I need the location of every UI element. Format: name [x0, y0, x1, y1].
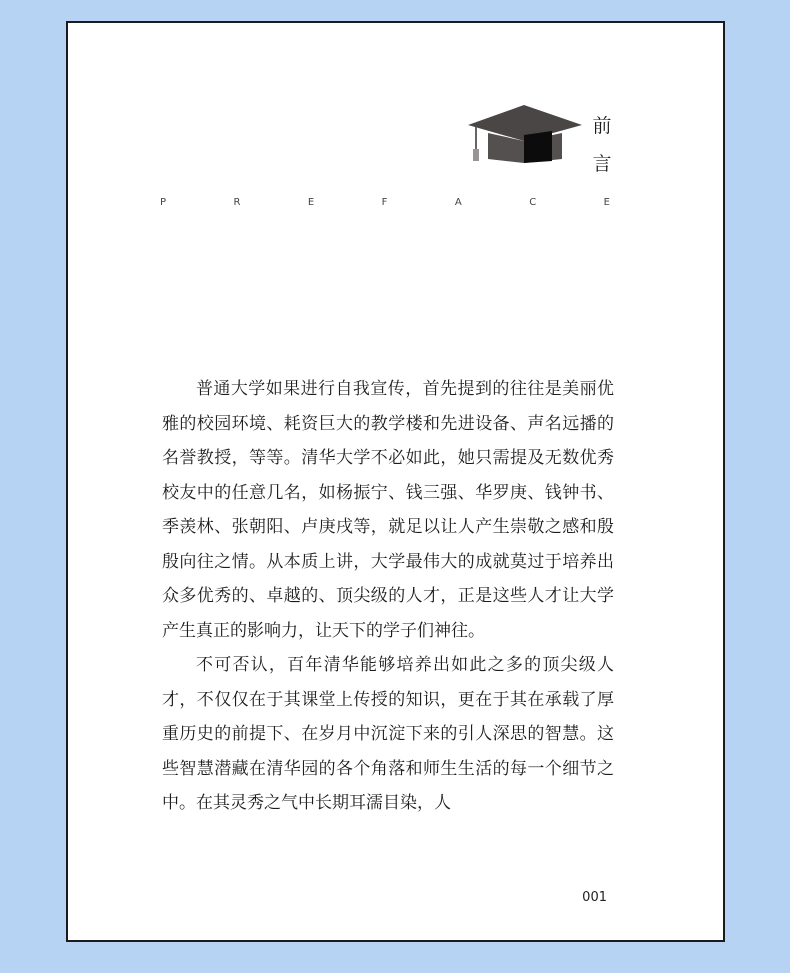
subtitle-letter: E	[307, 197, 315, 208]
subtitle-letter: A	[454, 197, 462, 208]
subtitle-letter: P	[160, 197, 167, 208]
subtitle-letter: E	[603, 197, 610, 208]
body-text	[162, 372, 614, 821]
subtitle-letter: F	[381, 197, 388, 208]
heading-char-1: 前	[592, 115, 612, 137]
preface-heading	[590, 107, 614, 183]
paragraph: 不可否认，百年清华能够培养出如此之多的顶尖级人才，不仅仅在于其课堂上传授的知识，更在于其在承载了厚重历史的前提下、在岁月中沉淀下来的引人深思的智慧。这些智慧潜藏在清华园的各个角落和师生生活的每一个细节之中。在其灵秀之气中长期耳濡目染，人	[162, 655, 614, 813]
paragraph: 普通大学如果进行自我宣传，首先提到的往往是美丽优雅的校园环境、耗资巨大的教学楼和先进设备、声名远播的名誉教授，等等。清华大学不必如此，她只需提及无数优秀校友中的任意几名，如杨振宁、钱三强、华罗庚、钱钟书、季羡林、张朝阳、卢庚戌等，就足以让人产生崇敬之感和殷殷向往之情。从本质上讲，大学最伟大的成就莫过于培养出众多优秀的、卓越的、顶尖级的人才，正是这些人才让大学产生真正的影响力，让天下的学子们神往。	[162, 379, 614, 641]
page-number: 001	[582, 890, 607, 905]
graduation-cap-icon	[466, 103, 584, 165]
heading-char-2: 言	[592, 153, 612, 175]
preface-subtitle	[160, 197, 610, 208]
subtitle-letter: C	[529, 197, 537, 208]
subtitle-letter: R	[233, 197, 241, 208]
book-page	[66, 21, 725, 942]
